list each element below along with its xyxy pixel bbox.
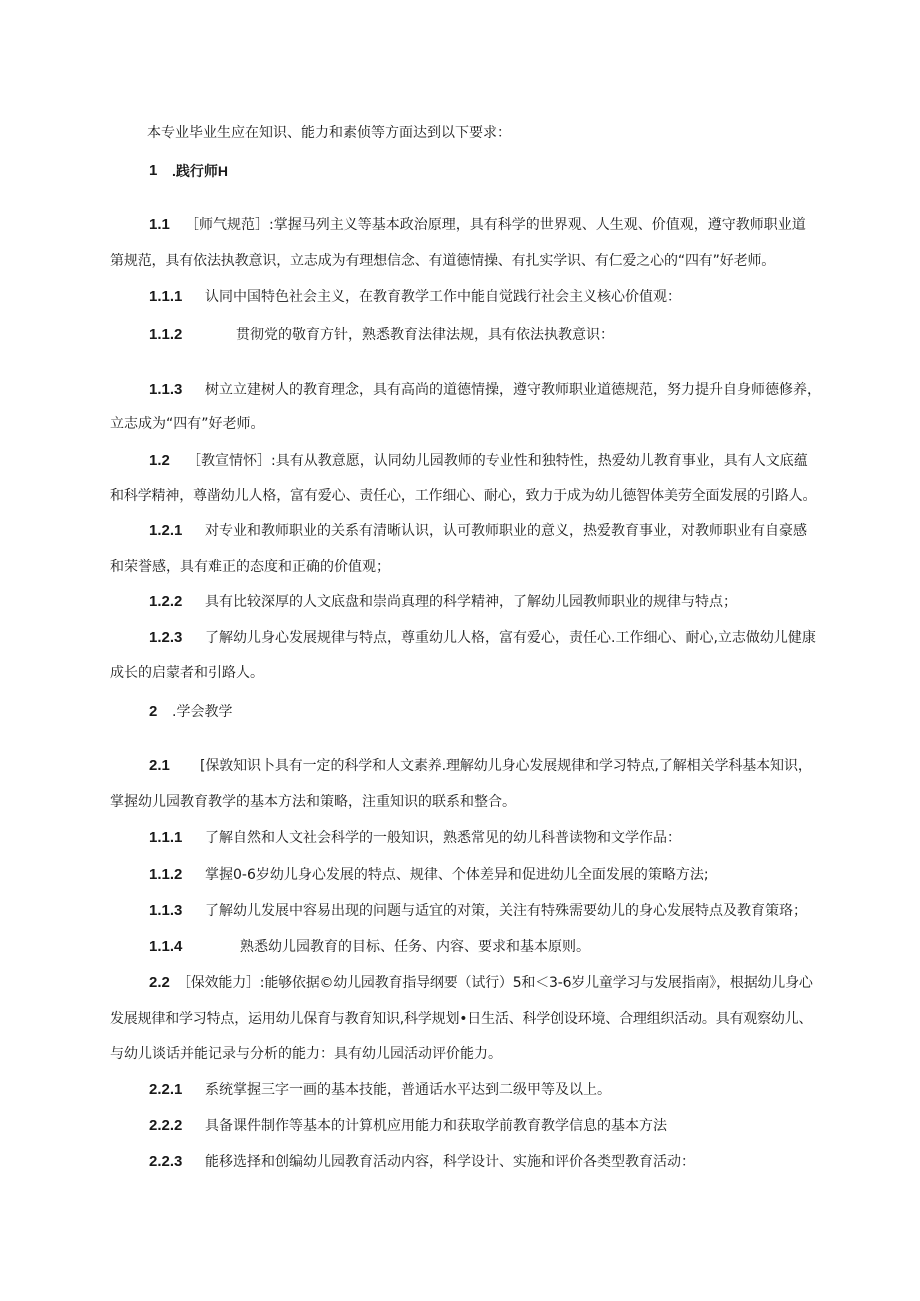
item-2-2-1-text: 系统掌握三字一画的基本技能，普通话水平达到二级甲等及以上。 (205, 1082, 611, 1098)
item-2-1-2-text: 掌握0-6岁幼儿身心发展的特点、规律、个体差异和促进幼儿全面发展的策略方法; (205, 867, 709, 883)
item-2-1-4-text: 熟悉幼儿园教育的目标、任务、内容、要求和基本原则。 (240, 939, 590, 955)
item-1-1-3-line1: 树立立建树人的教育理念，具有高尚的道德情操，遵守教师职业道德规范，努力提升自身师德修养， (205, 382, 821, 398)
item-2-2-2-number: 2.2.2 (149, 1117, 183, 1134)
intro-paragraph: 本专业毕业生应在知识、能力和素侦等方面达到以下要求： (147, 125, 511, 141)
item-2-1-number: 2.1 (149, 757, 170, 774)
item-2-2-1-number: 2.2.1 (149, 1081, 183, 1098)
item-1-2-3-number: 1.2.3 (149, 629, 183, 646)
item-2-2-line3: 与幼儿谈话并能记录与分析的能力：具有幼儿园活动评价能力。 (110, 1046, 502, 1062)
item-1-2-number: 1.2 (149, 452, 170, 469)
item-1-2-1-line2: 和荣誉感，具有难正的态度和正确的价值观； (110, 559, 390, 575)
item-1-1-1-text: 认同中国特色社会主义，在教育教学工作中能自觉践行社会主义核心价值观： (205, 289, 681, 305)
item-2-1-4-number: 1.1.4 (149, 938, 183, 955)
item-2-1-1-number: 1.1.1 (149, 829, 183, 846)
item-1-2-1-number: 1.2.1 (149, 522, 183, 539)
item-1-2-2-number: 1.2.2 (149, 593, 183, 610)
item-1-1-line1: ［师气规范］:掌握马列主义等基本政治原理，具有科学的世界观、人生观、价值观，遵守教师职业道 (185, 217, 806, 233)
item-1-1-1-number: 1.1.1 (149, 288, 183, 305)
item-2-2-3-number: 2.2.3 (149, 1153, 183, 1170)
item-1-2-3-line2: 成长的启蒙者和引路人。 (110, 665, 264, 681)
item-2-1-line1: [保敦知识卜具有一定的科学和人文素养.理解幼儿身心发展规律和学习特点,了解相关学科基本知识， (200, 758, 812, 774)
item-1-2-line1: ［教宣情怀］:具有从教意愿，认同幼儿园教师的专业性和独特性，热爱幼儿教育事业，具有人文底蕴 (187, 453, 808, 469)
item-2-2-line2: 发展规律和学习特点，运用幼儿保育与教育知识,科学规划•日生活、科学创设环境、合理组织活动。具有观察幼儿、 (110, 1011, 813, 1027)
item-2-1-line2: 掌握幼儿园教育教学的基本方法和策略，注重知识的联系和整合。 (110, 794, 516, 810)
section-2-title: .学会教学 (172, 704, 233, 720)
section-2-number: 2 (149, 703, 158, 720)
item-2-2-3-text: 能移选择和创编幼儿园教育活动内容，科学设计、实施和评价各类型教育活动： (205, 1154, 695, 1170)
item-2-1-1-text: 了解自然和人文社会科学的一般知识，熟悉常见的幼儿科普读物和文学作品： (205, 830, 681, 846)
item-1-1-2-number: 1.1.2 (149, 326, 183, 343)
item-1-1-3-line2: 立志成为“四有”好老师。 (110, 416, 265, 432)
item-1-2-1-line1: 对专业和教师职业的关系有清晰认识，认可教师职业的意义，热爱教育事业，对教师职业有自豪感 (205, 523, 807, 539)
item-2-1-3-text: 了解幼儿发展中容易出现的问题与适宜的对策，关注有特殊需要幼儿的身心发展特点及教育策珞； (205, 903, 807, 919)
item-1-2-line2: 和科学精神，尊凿幼儿人格，富有爱心、责任心，工作细心、耐心，致力于成为幼儿德智体美劳全面发展的引路人。 (110, 488, 817, 504)
item-1-1-line2: 第规范，具有依法执教意识，立志成为有理想信念、有道德情操、有扎实学识、有仁爱之心的“四有”好老师。 (110, 253, 776, 269)
item-1-1-2-text: 贯彻党的敬育方针，熟悉教育法律法规，具有依法执教意识： (236, 327, 614, 343)
item-2-2-line1: ［保效能力］:能够依据©幼儿园教育指导纲要（试行）5和＜3-6岁儿童学习与发展指南》，根据幼儿身心 (177, 975, 813, 991)
item-2-1-2-number: 1.1.2 (149, 866, 183, 883)
item-2-2-2-text: 具备课件制作等基本的计算机应用能力和获取学前教育教学信息的基本方法 (205, 1118, 667, 1134)
section-1-number: 1 (149, 162, 158, 179)
section-1-title: .践行师H (172, 163, 228, 179)
item-2-2-number: 2.2 (149, 974, 170, 991)
item-1-1-3-number: 1.1.3 (149, 381, 183, 398)
item-1-1-number: 1.1 (149, 216, 170, 233)
item-1-2-2-text: 具有比较深厚的人文底盘和崇尚真理的科学精神，了解幼儿园教师职业的规律与特点； (205, 594, 737, 610)
item-2-1-3-number: 1.1.3 (149, 902, 183, 919)
item-1-2-3-line1: 了解幼儿身心发展规律与特点，尊重幼儿人格，富有爱心，责任心.工作细心、耐心,立志做幼儿健康 (205, 630, 816, 646)
